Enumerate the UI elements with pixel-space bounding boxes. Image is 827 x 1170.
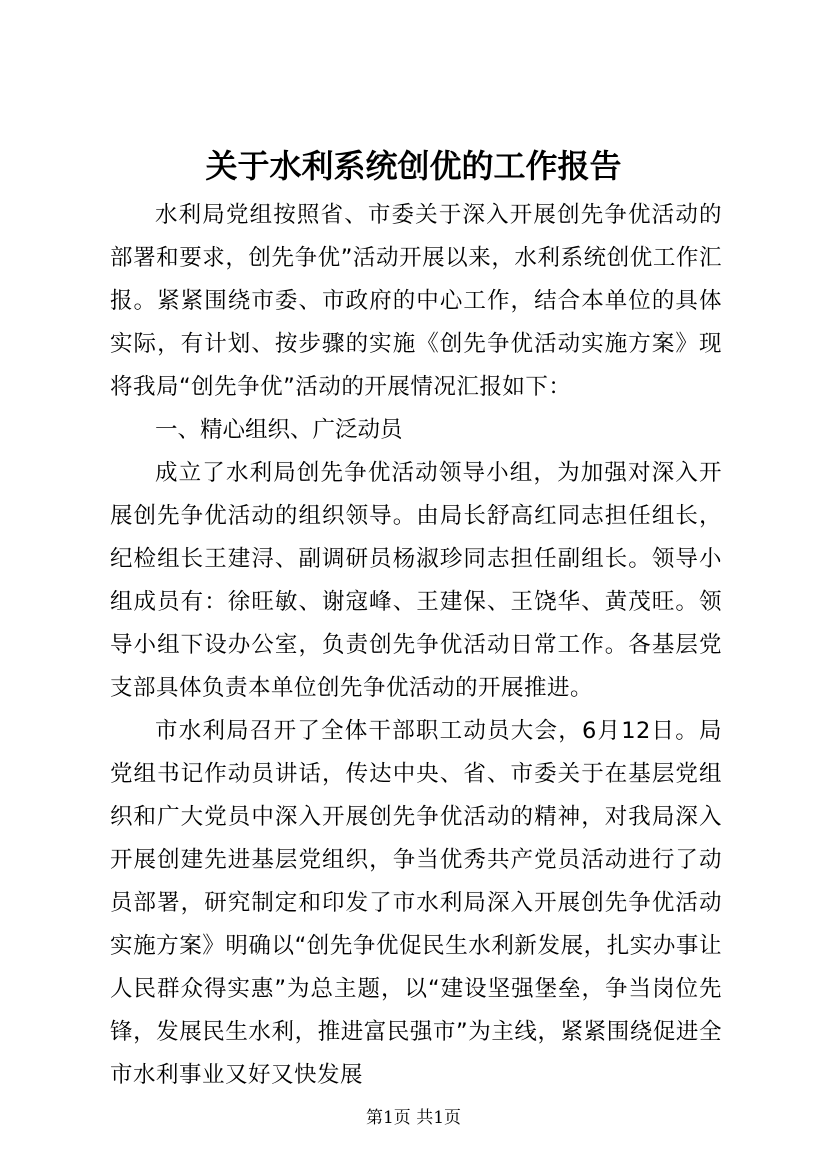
document-body: [110, 194, 722, 1097]
page-footer: 第1页 共1页: [365, 1108, 462, 1128]
document-title: 关于水利系统创优的工作报告: [205, 147, 622, 185]
section-heading: 一、精心组织、广泛动员: [155, 417, 403, 443]
paragraph-intro: 水利局党组按照省、市委关于深入开展创先争优活动的部署和要求，创先争优”活动开展以来，水利系统创优工作汇报。紧紧围绕市委、市政府的中心工作，结合本单位的具体实际，有计划、按步骤的实施《创先争优活动实施方案》现将我局“创先争优”活动的开展情况汇报如下：: [110, 202, 722, 400]
paragraph-leadership: 成立了水利局创先争优活动领导小组，为加强对深入开展创先争优活动的组织领导。由局长舒高红同志担任组长，纪检组长王建浔、副调研员杨淑珍同志担任副组长。领导小组成员有：徐旺敏、谢寇峰、王建保、王饶华、黄茂旺。领导小组下设办公室，负责创先争优活动日常工作。各基层党支部具体负责本单位创先争优活动的开展推进。: [110, 460, 722, 701]
paragraph-meeting: 市水利局召开了全体干部职工动员大会，6月12日。局党组书记作动员讲话，传达中央、省、市委关于在基层党组织和广大党员中深入开展创先争优活动的精神，对我局深入开展创建先进基层党组织，争当优秀共产党员活动进行了动员部署，研究制定和印发了市水利局深入开展创先争优活动实施方案》明确以“创先争优促民生水利新发展，扎实办事让人民群众得实惠”为总主题，以“建设坚强堡垒，争当岗位先锋，发展民生水利，推进富民强市”为主线，紧紧围绕促进全市水利事业又好又快发展: [110, 718, 722, 1088]
